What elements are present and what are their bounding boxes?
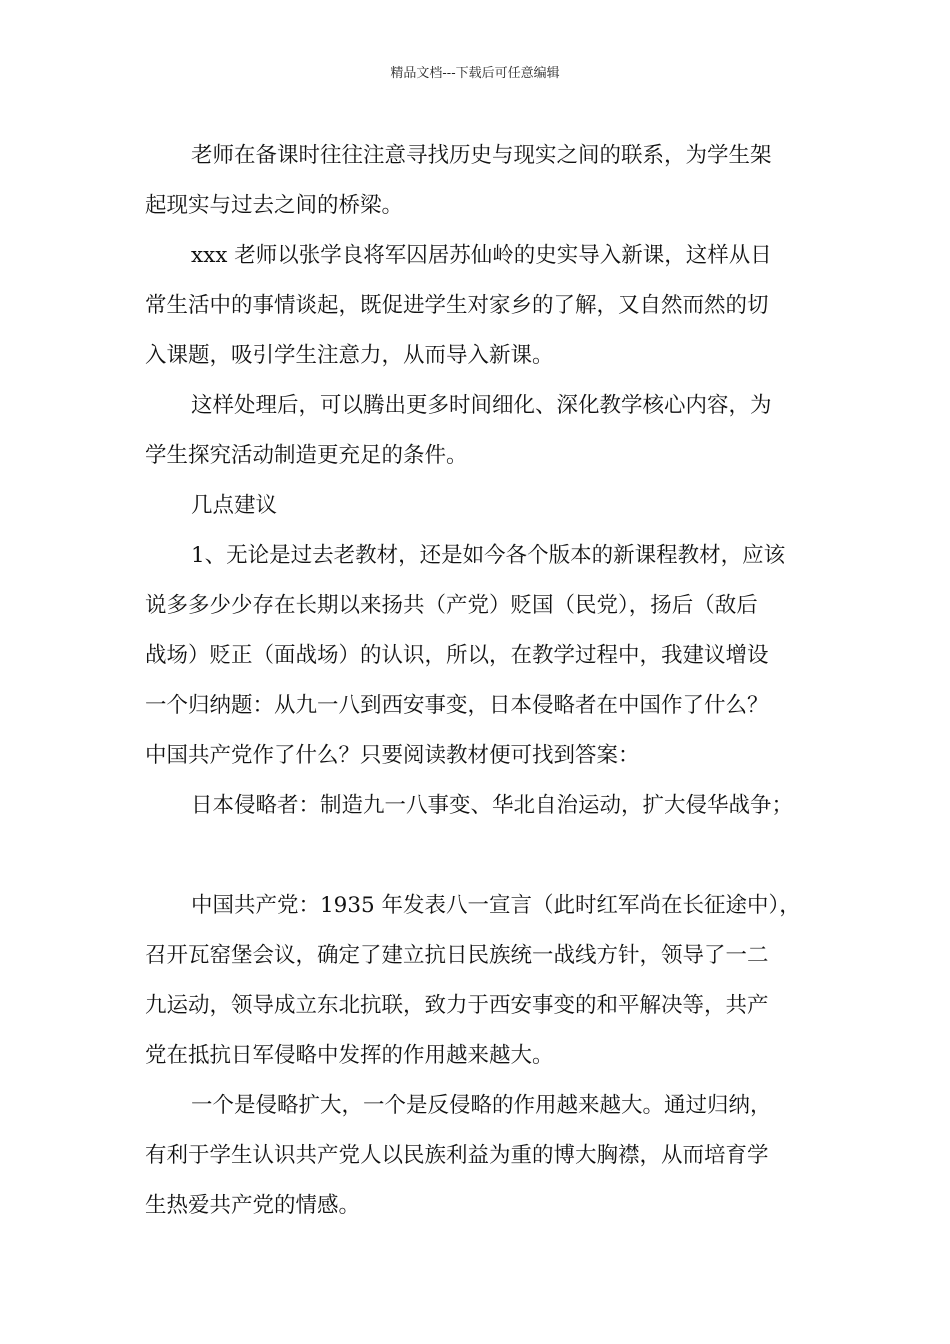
page-header: 精品文档---下载后可任意编辑: [390, 66, 560, 81]
paragraph-suggestion-1: 1、无论是过去老教材，还是如今各个版本的新课程教材，应该 说多多少少存在长期以来扬共（产党）贬国（民党），扬后（敌后 战场）贬正（面战场）的认识，所以，在教学过程中，我建议增设 一个归纳题：从九一八到西安事变，日本侵略者在中国作了什么？ 中国共产党作了什么？只要阅读教材便可找到答案：: [145, 543, 786, 768]
paragraph-processing: 这样处理后，可以腾出更多时间细化、深化教学核心内容，为 学生探究活动制造更充足的条件。: [145, 393, 772, 468]
paragraph-japanese-aggressors: 日本侵略者：制造九一八事变、华北自治运动，扩大侵华战争；: [191, 793, 794, 818]
document-body: [145, 131, 825, 1231]
paragraph-lesson-intro: xxx 老师以张学良将军囚居苏仙岭的史实导入新课，这样从日 常生活中的事情谈起，既促进学生对家乡的了解，又自然而然的切 入课题，吸引学生注意力，从而导入新课。: [145, 243, 772, 368]
paragraph-cpc: 中国共产党：1935 年发表八一宣言（此时红军尚在长征途中）， 召开瓦窑堡会议，确定了建立抗日民族统一战线方针，领导了一二 九运动，领导成立东北抗联，致力于西安事变的和平解决等，共产 党在抵抗日军侵略中发挥的作用越来越大。: [145, 893, 801, 1068]
paragraph-bridge-history: 老师在备课时往往注意寻找历史与现实之间的联系，为学生架 起现实与过去之间的桥梁。: [145, 143, 772, 218]
section-heading-suggestions: 几点建议: [191, 493, 278, 518]
paragraph-conclusion: 一个是侵略扩大，一个是反侵略的作用越来越大。通过归纳， 有利于学生认识共产党人以民族利益为重的博大胸襟，从而培育学 生热爱共产党的情感。: [145, 1093, 772, 1218]
blank-line: [145, 831, 825, 881]
